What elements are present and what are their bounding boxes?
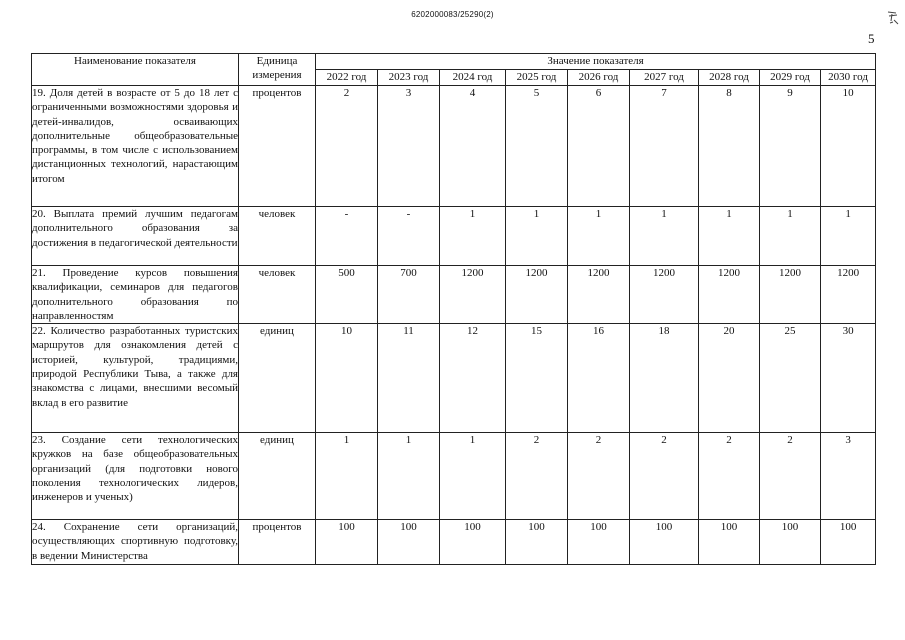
indicator-value: 12	[440, 324, 506, 433]
table-row	[32, 86, 876, 207]
indicator-value: 1200	[568, 266, 630, 324]
column-header-unit: Единица измерения	[239, 54, 316, 86]
year-header: 2028 год	[699, 70, 760, 86]
indicator-value: 100	[699, 520, 760, 565]
table-row	[32, 324, 876, 433]
indicator-value: 100	[760, 520, 821, 565]
indicator-value: 1	[630, 207, 699, 266]
year-header: 2022 год	[316, 70, 378, 86]
handwritten-mark-icon	[886, 10, 900, 26]
indicator-value: 2	[699, 433, 760, 520]
indicator-unit: человек	[239, 207, 316, 266]
indicator-value: 8	[699, 86, 760, 207]
indicator-name: 23. Создание сети технологических кружков на базе общеобразовательных организаций (для подготовки нового поколения технологических лидеров, инженеров и ученых)	[32, 433, 239, 520]
indicator-value: 1200	[630, 266, 699, 324]
indicator-value: 100	[316, 520, 378, 565]
indicator-name: 19. Доля детей в возрасте от 5 до 18 лет с ограниченными возможностями здоровья и детей-инвалидов, осваивающих дополнительные общеобразовательные программы, в том числе с использованием дистанционных технологий, нарастающим итогом	[32, 86, 239, 207]
indicator-value: 1	[378, 433, 440, 520]
column-header-values: Значение показателя	[316, 54, 876, 70]
indicator-unit: единиц	[239, 324, 316, 433]
indicator-value: 2	[760, 433, 821, 520]
indicator-value: 2	[506, 433, 568, 520]
indicator-value: 6	[568, 86, 630, 207]
indicator-unit: процентов	[239, 520, 316, 565]
indicator-value: 1	[699, 207, 760, 266]
indicator-value: 1	[316, 433, 378, 520]
indicator-value: 15	[506, 324, 568, 433]
indicator-value: 1	[760, 207, 821, 266]
indicator-value: 100	[378, 520, 440, 565]
page-number: 5	[868, 31, 875, 46]
indicator-name: 20. Выплата премий лучшим педагогам дополнительного образования за достижения в педагогической деятельности	[32, 207, 239, 266]
indicator-value: -	[378, 207, 440, 266]
indicator-value: 4	[440, 86, 506, 207]
indicator-unit: человек	[239, 266, 316, 324]
indicator-value: 1200	[506, 266, 568, 324]
indicators-table	[31, 53, 876, 565]
indicator-name: 21. Проведение курсов повышения квалификации, семинаров для педагогов дополнительного образования по направленностям	[32, 267, 238, 322]
indicator-value: 100	[506, 520, 568, 565]
indicator-value: 1	[568, 207, 630, 266]
indicator-value: 100	[630, 520, 699, 565]
year-header: 2030 год	[821, 70, 876, 86]
indicator-value: 30	[821, 324, 876, 433]
table-row	[32, 207, 876, 266]
indicator-value: 700	[378, 266, 440, 324]
indicator-value: 1200	[699, 266, 760, 324]
year-header: 2027 год	[630, 70, 699, 86]
year-header: 2026 год	[568, 70, 630, 86]
indicator-value: 2	[316, 86, 378, 207]
year-header: 2029 год	[760, 70, 821, 86]
indicator-value: 1	[506, 207, 568, 266]
indicator-name: 24. Сохранение сети организаций, осуществляющих спортивную подготовку, в ведении Министерства	[32, 520, 239, 565]
indicator-value: 10	[316, 324, 378, 433]
indicator-value: 3	[378, 86, 440, 207]
indicator-value: 20	[699, 324, 760, 433]
indicator-value: 1200	[821, 266, 876, 324]
indicator-value: 25	[760, 324, 821, 433]
indicator-value: 1	[440, 207, 506, 266]
table-row	[32, 520, 876, 565]
indicator-value: 500	[316, 266, 378, 324]
indicator-value: 7	[630, 86, 699, 207]
table-row	[32, 266, 876, 324]
indicator-value: 5	[506, 86, 568, 207]
indicator-value: 3	[821, 433, 876, 520]
indicator-value: -	[316, 207, 378, 266]
indicator-value: 18	[630, 324, 699, 433]
header-row-1	[32, 54, 876, 70]
year-header: 2023 год	[378, 70, 440, 86]
indicator-value: 10	[821, 86, 876, 207]
column-header-name: Наименование показателя	[32, 54, 239, 86]
indicator-value: 2	[630, 433, 699, 520]
indicator-value: 11	[378, 324, 440, 433]
year-header: 2025 год	[506, 70, 568, 86]
indicator-value: 16	[568, 324, 630, 433]
year-header: 2024 год	[440, 70, 506, 86]
indicator-value: 1	[440, 433, 506, 520]
indicator-unit: процентов	[239, 86, 316, 207]
indicator-value: 100	[821, 520, 876, 565]
table-row	[32, 433, 876, 520]
indicator-value: 9	[760, 86, 821, 207]
indicator-unit: единиц	[239, 433, 316, 520]
indicator-value: 100	[568, 520, 630, 565]
indicator-value: 1200	[760, 266, 821, 324]
indicator-name: 22. Количество разработанных туристских маршрутов для ознакомления детей с историей, культурой, традициями, природой Республики Тыва, а также для знакомства с лицами, внесшими весомый вклад в его развитие	[32, 324, 239, 433]
indicator-value: 1200	[440, 266, 506, 324]
document-code: 6202000083/25290(2)	[411, 10, 494, 19]
indicator-value: 100	[440, 520, 506, 565]
indicator-value: 1	[821, 207, 876, 266]
indicator-value: 2	[568, 433, 630, 520]
